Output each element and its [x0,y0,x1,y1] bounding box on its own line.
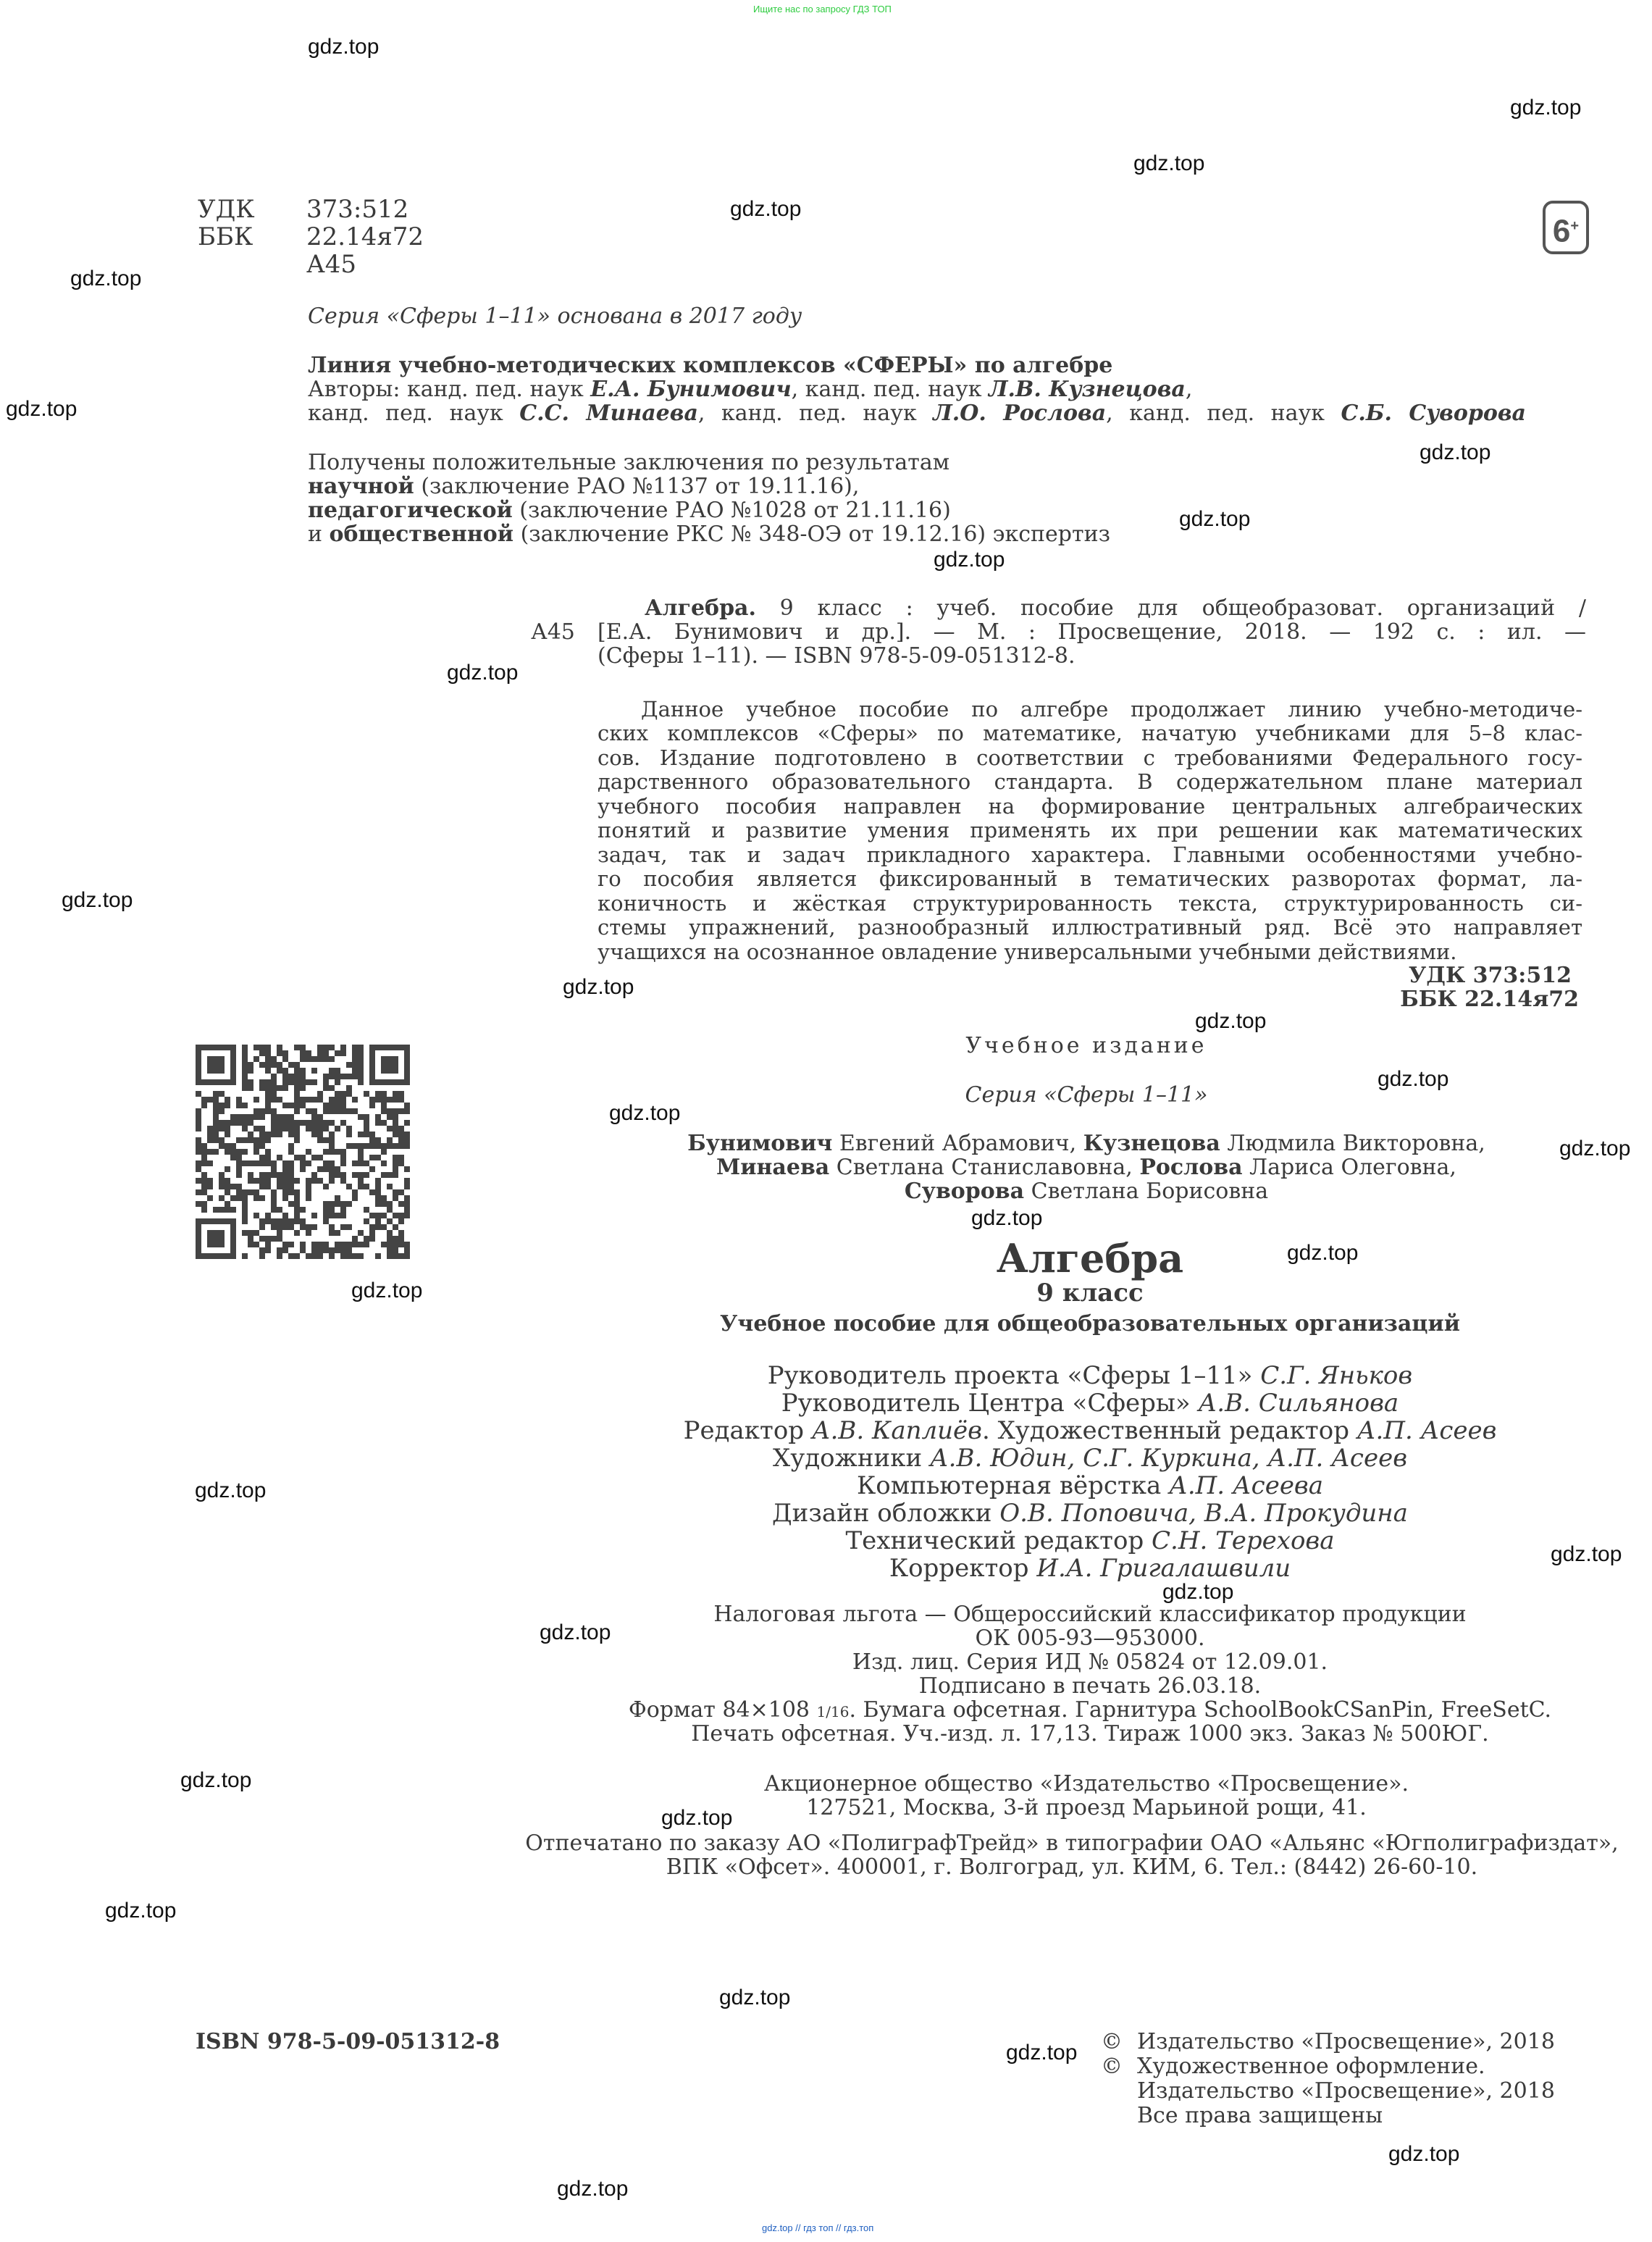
biblio-line-3: (Сферы 1–11). — ISBN 978-5-09-051312-8. [598,643,1076,669]
reviews-line-3: педагогической (заключение РАО №1028 от 21.11.16) [308,498,951,523]
watermark: gdz.top [1195,1009,1267,1033]
watermark: gdz.top [447,661,519,685]
top-promo-note: Ищите нас по запросу ГДЗ ТОП [753,4,892,14]
watermark: gdz.top [1378,1067,1449,1091]
copyright-line-3: Издательство «Просвещение», 2018 [1137,2078,1555,2104]
abstract-line-9: коничность и жёсткая структурированность текста, структурированность си- [598,891,1582,916]
watermark: gdz.top [730,197,802,221]
watermark: gdz.top [609,1101,681,1125]
watermark: gdz.top [1162,1580,1234,1604]
watermark: gdz.top [1006,2041,1078,2065]
book-subtitle: Учебное пособие для общеобразовательных организаций [720,1311,1460,1337]
print-info-line-4: Подписано в печать 26.03.18. [918,1673,1262,1699]
abstract-line-1: Данное учебное пособие по алгебре продолжает линию учебно-методиче- [641,697,1582,721]
bottom-promo-note: gdz.top // гдз топ // гдз.топ [762,2222,874,2233]
age-rating-badge: 6+ [1543,201,1589,254]
watermark: gdz.top [105,1899,177,1923]
reviews-line-4: и общественной (заключение РКС № 348-ОЭ от 19.12.16) экспертиз [308,522,1110,547]
biblio-line-1: Алгебра. 9 класс : учеб. пособие для общеобразоват. организаций / [645,595,1586,621]
abstract-udk: УДК 373:512 [1408,963,1572,988]
credit-center-lead: Руководитель Центра «Сферы» А.В. Сильянова [781,1389,1399,1418]
biblio-mark: А45 [531,619,575,645]
abstract-line-11: учащихся на осознанное овладение универсальными учебными действиями. [598,940,1457,964]
abstract-line-6: понятий и развитие умения применять их при решении как математических [598,818,1582,842]
edition-authors-line-1: Бунимович Евгений Абрамович, Кузнецова Людмила Викторовна, [687,1131,1485,1156]
authors-line-1: Авторы: канд. пед. наук Е.А. Бунимович, канд. пед. наук Л.В. Кузнецова, [308,377,1193,402]
biblio-line-2: [Е.А. Бунимович и др.]. — М. : Просвещение, 2018. — 192 с. : ил. — [598,619,1586,645]
print-info-line-5: Формат 84×108 1/16. Бумага офсетная. Гарнитура SchoolBookCSanPin, FreeSetC. [628,1697,1552,1723]
watermark: gdz.top [62,888,133,912]
abstract-bbk: ББК 22.14я72 [1400,987,1579,1012]
credit-proofreader: Корректор И.А. Григалашвили [889,1554,1291,1583]
credit-project-lead: Руководитель проекта «Сферы 1–11» С.Г. Яньков [767,1361,1413,1390]
credit-cover-design: Дизайн обложки О.В. Поповича, В.А. Прокудина [772,1499,1408,1528]
authors-line-2: канд. пед. наук С.С. Минаева, канд. пед. наук Л.О. Рослова, канд. пед. наук С.Б. Суворова [308,401,1526,426]
edition-authors-line-3: Суворова Светлана Борисовна [904,1179,1269,1204]
watermark: gdz.top [540,1620,611,1644]
watermark: gdz.top [1510,96,1582,120]
watermark: gdz.top [971,1206,1043,1230]
author-mark: А45 [306,250,357,279]
book-grade: 9 класс [1036,1279,1144,1308]
credit-artists: Художники А.В. Юдин, С.Г. Куркина, А.П. Асеев [772,1444,1407,1473]
edition-authors-line-2: Минаева Светлана Станиславовна, Рослова Лариса Олеговна, [716,1155,1456,1180]
book-title: Алгебра [996,1235,1184,1281]
credit-layout: Компьютерная вёрстка А.П. Асеева [856,1471,1323,1500]
qr-code[interactable] [196,1045,410,1259]
printer-line-1: Отпечатано по заказу АО «ПолиграфТрейд» в типографии ОАО «Альянс «Югполиграфиздат», [525,1831,1619,1856]
publisher-line-1: Акционерное общество «Издательство «Просвещение». [763,1771,1409,1796]
watermark: gdz.top [308,35,380,59]
print-info-line-2: ОК 005-93—953000. [975,1626,1205,1651]
copyright-line-4: Все права защищены [1137,2103,1383,2128]
watermark: gdz.top [1179,507,1251,531]
print-info-line-1: Налоговая льгота — Общероссийский классификатор продукции [713,1602,1467,1627]
abstract-line-7: задач, так и задач прикладного характера. Главными особенностями учебно- [598,842,1582,867]
reviews-line-2: научной (заключение РАО №1137 от 19.11.16), [308,474,860,499]
bbk-label: ББК [198,222,253,251]
abstract-line-10: стемы упражнений, разнообразный иллюстративный ряд. Всё это направляет [598,915,1582,940]
watermark: gdz.top [351,1279,423,1302]
abstract-line-2: ских комплексов «Сферы» по математике, начатую учебниками для 5–8 клас- [598,721,1582,745]
copyright-sign-1: © [1101,2029,1123,2054]
copyright-line-2: Художественное оформление. [1137,2054,1485,2079]
print-info-line-6: Печать офсетная. Уч.-изд. л. 17,13. Тираж 1000 экз. Заказ № 500ЮГ. [691,1721,1489,1747]
watermark: gdz.top [1133,151,1205,175]
watermark: gdz.top [563,975,634,999]
copyright-line-1: Издательство «Просвещение», 2018 [1137,2029,1555,2054]
watermark: gdz.top [661,1806,733,1830]
watermark: gdz.top [1559,1137,1631,1160]
watermark: gdz.top [195,1478,267,1502]
edition-label: Учебное издание [965,1033,1207,1058]
watermark: gdz.top [6,397,77,421]
watermark: gdz.top [1388,2142,1460,2166]
printer-line-2: ВПК «Офсет». 400001, г. Волгоград, ул. КИМ, 6. Тел.: (8442) 26-60-10. [666,1854,1478,1880]
udk-label: УДК [198,195,255,224]
credit-tech-editor: Технический редактор С.Н. Терехова [845,1526,1335,1555]
line-title: Линия учебно-методических комплексов «СФЕРЫ» по алгебре [308,353,1113,378]
udk-value: 373:512 [306,195,409,224]
abstract-line-4: дарственного образовательного стандарта. В содержательном плане материал [598,769,1582,794]
watermark: gdz.top [1287,1241,1359,1265]
watermark: gdz.top [1420,440,1491,464]
publisher-line-2: 127521, Москва, 3-й проезд Марьиной рощи, 41. [806,1795,1367,1820]
watermark: gdz.top [70,267,142,290]
watermark: gdz.top [557,2177,629,2201]
print-info-line-3: Изд. лиц. Серия ИД № 05824 от 12.09.01. [852,1649,1328,1675]
isbn: ISBN 978-5-09-051312-8 [196,2029,500,2054]
abstract-line-5: учебного пособия направлен на формирование центральных алгебраических [598,794,1582,819]
reviews-line-1: Получены положительные заключения по результатам [308,450,950,475]
abstract-line-8: го пособия является фиксированный в тематических разворотах формат, ла- [598,866,1582,891]
abstract-line-3: сов. Издание подготовлено в соответствии с требованиями Федерального госу- [598,745,1582,770]
watermark: gdz.top [934,548,1005,572]
watermark: gdz.top [180,1768,252,1792]
copyright-sign-2: © [1101,2054,1123,2079]
series-note: Серия «Сферы 1–11» основана в 2017 году [308,304,802,329]
bbk-value: 22.14я72 [306,222,424,251]
edition-series: Серия «Сферы 1–11» [965,1082,1208,1108]
credit-editors: Редактор А.В. Каплиёв. Художественный редактор А.П. Асеев [683,1416,1497,1445]
watermark: gdz.top [1551,1542,1622,1566]
watermark: gdz.top [719,1986,791,2009]
